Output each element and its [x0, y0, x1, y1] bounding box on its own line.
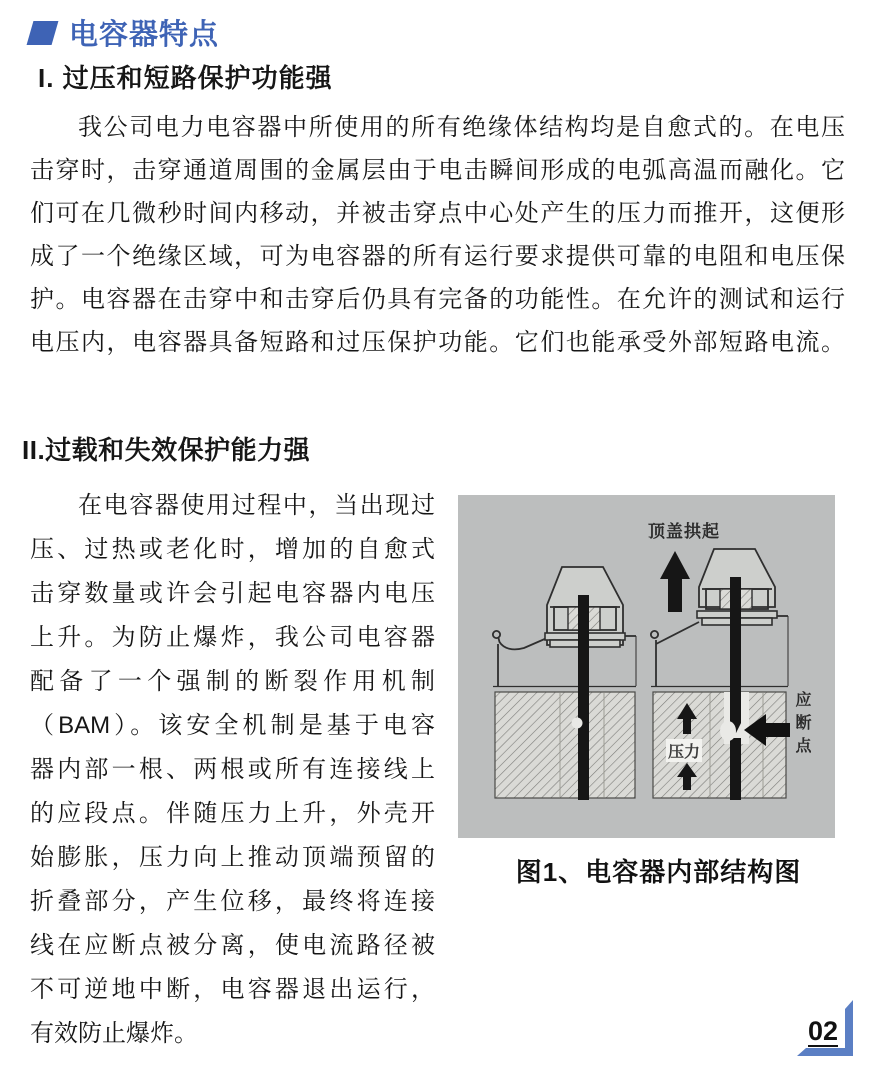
paragraph-line: 不可逆地中断，电容器退出运行，	[30, 976, 435, 1003]
paragraph-line: 线在应断点被分离，使电流路径被	[30, 932, 435, 959]
paragraph-line: 始膨胀，压力向上推动顶端预留的	[30, 844, 435, 871]
paragraph-line: 们可在几微秒时间内移动，并被击穿点中心处产生的压力而推开，这便形	[30, 200, 845, 227]
paragraph-line: 电压内，电容器具备短路和过压保护功能。它们也能承受外部短路电流。	[30, 329, 845, 356]
paragraph-line: 在电容器使用过程中，当出现过	[78, 492, 435, 519]
paragraph-line: 成了一个绝缘区域，可为电容器的所有运行要求提供可靠的电阻和电压保	[30, 243, 845, 270]
section1-paragraph	[30, 106, 845, 364]
paragraph-line: 我公司电力电容器中所使用的所有绝缘体结构均是自愈式的。在电压	[78, 114, 845, 141]
figure-label-break-point: 应断点	[793, 691, 810, 760]
section2-paragraph	[30, 484, 435, 1056]
capacitor-diagram-image	[458, 495, 835, 838]
paragraph-line: 有效防止爆炸。	[30, 1020, 198, 1047]
paragraph-line: 上升。为防止爆炸，我公司电容器	[30, 624, 435, 651]
paragraph-line: 击穿时，击穿通道周围的金属层由于电击瞬间形成的电弧高温而融化。它	[30, 157, 845, 184]
figure-caption: 图1、电容器内部结构图	[515, 857, 802, 887]
paragraph-line: 护。电容器在击穿中和击穿后仍具有完备的功能性。在允许的测试和运行	[30, 286, 845, 313]
figure-label-pressure: 压力	[666, 739, 702, 762]
paragraph-line: 折叠部分，产生位移，最终将连接	[30, 888, 435, 915]
paragraph-line: 器内部一根、两根或所有连接线上	[30, 756, 435, 783]
parallelogram-marker-icon	[27, 21, 59, 45]
paragraph-line: （BAM）。该安全机制是基于电容	[30, 712, 435, 739]
section2-heading: II.过载和失效保护能力强	[22, 435, 311, 465]
paragraph-line: 配备了一个强制的断裂作用机制	[30, 668, 435, 695]
paragraph-line: 的应段点。伴随压力上升，外壳开	[30, 800, 435, 827]
section1-heading: I. 过压和短路保护功能强	[38, 63, 333, 93]
figure-label-top-cover: 顶盖拱起	[648, 522, 720, 541]
paragraph-line: 击穿数量或许会引起电容器内电压	[30, 580, 435, 607]
page-number: 02	[807, 1015, 838, 1046]
page-header	[30, 12, 219, 53]
paragraph-line: 压、过热或老化时，增加的自愈式	[30, 536, 435, 563]
page-title: 电容器特点	[69, 19, 220, 51]
figure-capacitor-structure	[458, 495, 835, 838]
